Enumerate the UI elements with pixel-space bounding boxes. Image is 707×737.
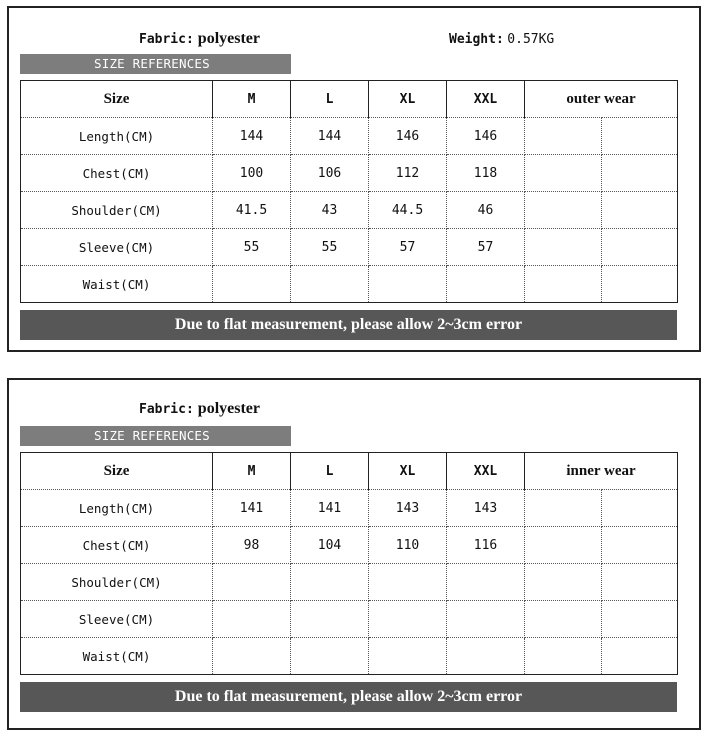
empty-cell — [525, 527, 602, 564]
table-row — [21, 266, 678, 303]
cell-value — [369, 638, 447, 675]
cell-value — [291, 266, 369, 303]
empty-cell — [525, 638, 602, 675]
cell-value: 146 — [369, 118, 447, 155]
row-label: Chest(CM) — [21, 527, 213, 564]
header-l: L — [291, 81, 369, 118]
table-row — [21, 564, 678, 601]
cell-value — [369, 564, 447, 601]
cell-value: 112 — [369, 155, 447, 192]
cell-value: 44.5 — [369, 192, 447, 229]
row-label: Sleeve(CM) — [21, 601, 213, 638]
row-label: Sleeve(CM) — [21, 229, 213, 266]
fabric-label: Fabric: — [139, 402, 194, 417]
table-row — [21, 192, 678, 229]
header-m: M — [213, 453, 291, 490]
cell-value: 41.5 — [213, 192, 291, 229]
fabric-label: Fabric: — [139, 32, 194, 47]
empty-cell — [525, 155, 602, 192]
row-label: Shoulder(CM) — [21, 564, 213, 601]
header-xxl: XXL — [447, 453, 525, 490]
table-row — [21, 527, 678, 564]
size-chart-panel-inner — [7, 378, 701, 730]
empty-cell — [602, 601, 678, 638]
table-row — [21, 638, 678, 675]
cell-value: 116 — [447, 527, 525, 564]
cell-value — [291, 601, 369, 638]
cell-value: 144 — [291, 118, 369, 155]
cell-value — [369, 601, 447, 638]
header-size: Size — [21, 81, 213, 118]
empty-cell — [602, 229, 678, 266]
cell-value — [213, 564, 291, 601]
cell-value: 98 — [213, 527, 291, 564]
header-wear-type: outer wear — [525, 81, 678, 118]
fabric-value: polyester — [197, 400, 260, 417]
size-table — [20, 80, 678, 303]
cell-value: 146 — [447, 118, 525, 155]
cell-value — [447, 638, 525, 675]
row-label: Length(CM) — [21, 118, 213, 155]
cell-value — [369, 266, 447, 303]
row-label: Length(CM) — [21, 490, 213, 527]
header-xxl: XXL — [447, 81, 525, 118]
cell-value — [447, 601, 525, 638]
cell-value — [447, 564, 525, 601]
header-size: Size — [21, 453, 213, 490]
empty-cell — [602, 155, 678, 192]
empty-cell — [602, 638, 678, 675]
empty-cell — [525, 601, 602, 638]
cell-value — [213, 266, 291, 303]
cell-value: 143 — [447, 490, 525, 527]
header-m: M — [213, 81, 291, 118]
table-row — [21, 601, 678, 638]
cell-value — [291, 638, 369, 675]
table-row — [21, 118, 678, 155]
weight-label: Weight: — [449, 32, 504, 47]
fabric-value: polyester — [197, 30, 260, 47]
empty-cell — [602, 564, 678, 601]
row-label: Chest(CM) — [21, 155, 213, 192]
table-row — [21, 155, 678, 192]
cell-value: 57 — [447, 229, 525, 266]
measurement-note: Due to flat measurement, please allow 2~3cm error — [20, 682, 677, 712]
header-xl: XL — [369, 453, 447, 490]
header-xl: XL — [369, 81, 447, 118]
empty-cell — [602, 527, 678, 564]
empty-cell — [525, 266, 602, 303]
size-chart-panel-outer — [7, 6, 701, 352]
cell-value — [213, 638, 291, 675]
cell-value — [447, 266, 525, 303]
header-row — [21, 453, 678, 490]
empty-cell — [525, 490, 602, 527]
cell-value: 43 — [291, 192, 369, 229]
cell-value: 118 — [447, 155, 525, 192]
size-references-bar: SIZE REFERENCES — [20, 54, 291, 74]
fabric-line — [139, 30, 260, 48]
fabric-line — [139, 400, 260, 418]
cell-value: 46 — [447, 192, 525, 229]
header-row — [21, 81, 678, 118]
weight-value: 0.57KG — [507, 32, 555, 47]
empty-cell — [602, 490, 678, 527]
header-wear-type: inner wear — [525, 453, 678, 490]
measurement-note: Due to flat measurement, please allow 2~3cm error — [20, 310, 677, 340]
empty-cell — [602, 192, 678, 229]
cell-value: 144 — [213, 118, 291, 155]
weight-line — [449, 32, 554, 48]
empty-cell — [525, 192, 602, 229]
empty-cell — [602, 266, 678, 303]
cell-value: 57 — [369, 229, 447, 266]
cell-value: 110 — [369, 527, 447, 564]
empty-cell — [525, 118, 602, 155]
cell-value: 141 — [213, 490, 291, 527]
cell-value: 55 — [213, 229, 291, 266]
header-l: L — [291, 453, 369, 490]
table-row — [21, 229, 678, 266]
cell-value: 104 — [291, 527, 369, 564]
cell-value: 55 — [291, 229, 369, 266]
cell-value — [291, 564, 369, 601]
cell-value — [213, 601, 291, 638]
table-row — [21, 490, 678, 527]
cell-value: 143 — [369, 490, 447, 527]
cell-value: 141 — [291, 490, 369, 527]
row-label: Waist(CM) — [21, 266, 213, 303]
empty-cell — [525, 229, 602, 266]
row-label: Waist(CM) — [21, 638, 213, 675]
row-label: Shoulder(CM) — [21, 192, 213, 229]
size-table — [20, 452, 678, 675]
size-references-bar: SIZE REFERENCES — [20, 426, 291, 446]
cell-value: 100 — [213, 155, 291, 192]
empty-cell — [602, 118, 678, 155]
cell-value: 106 — [291, 155, 369, 192]
empty-cell — [525, 564, 602, 601]
